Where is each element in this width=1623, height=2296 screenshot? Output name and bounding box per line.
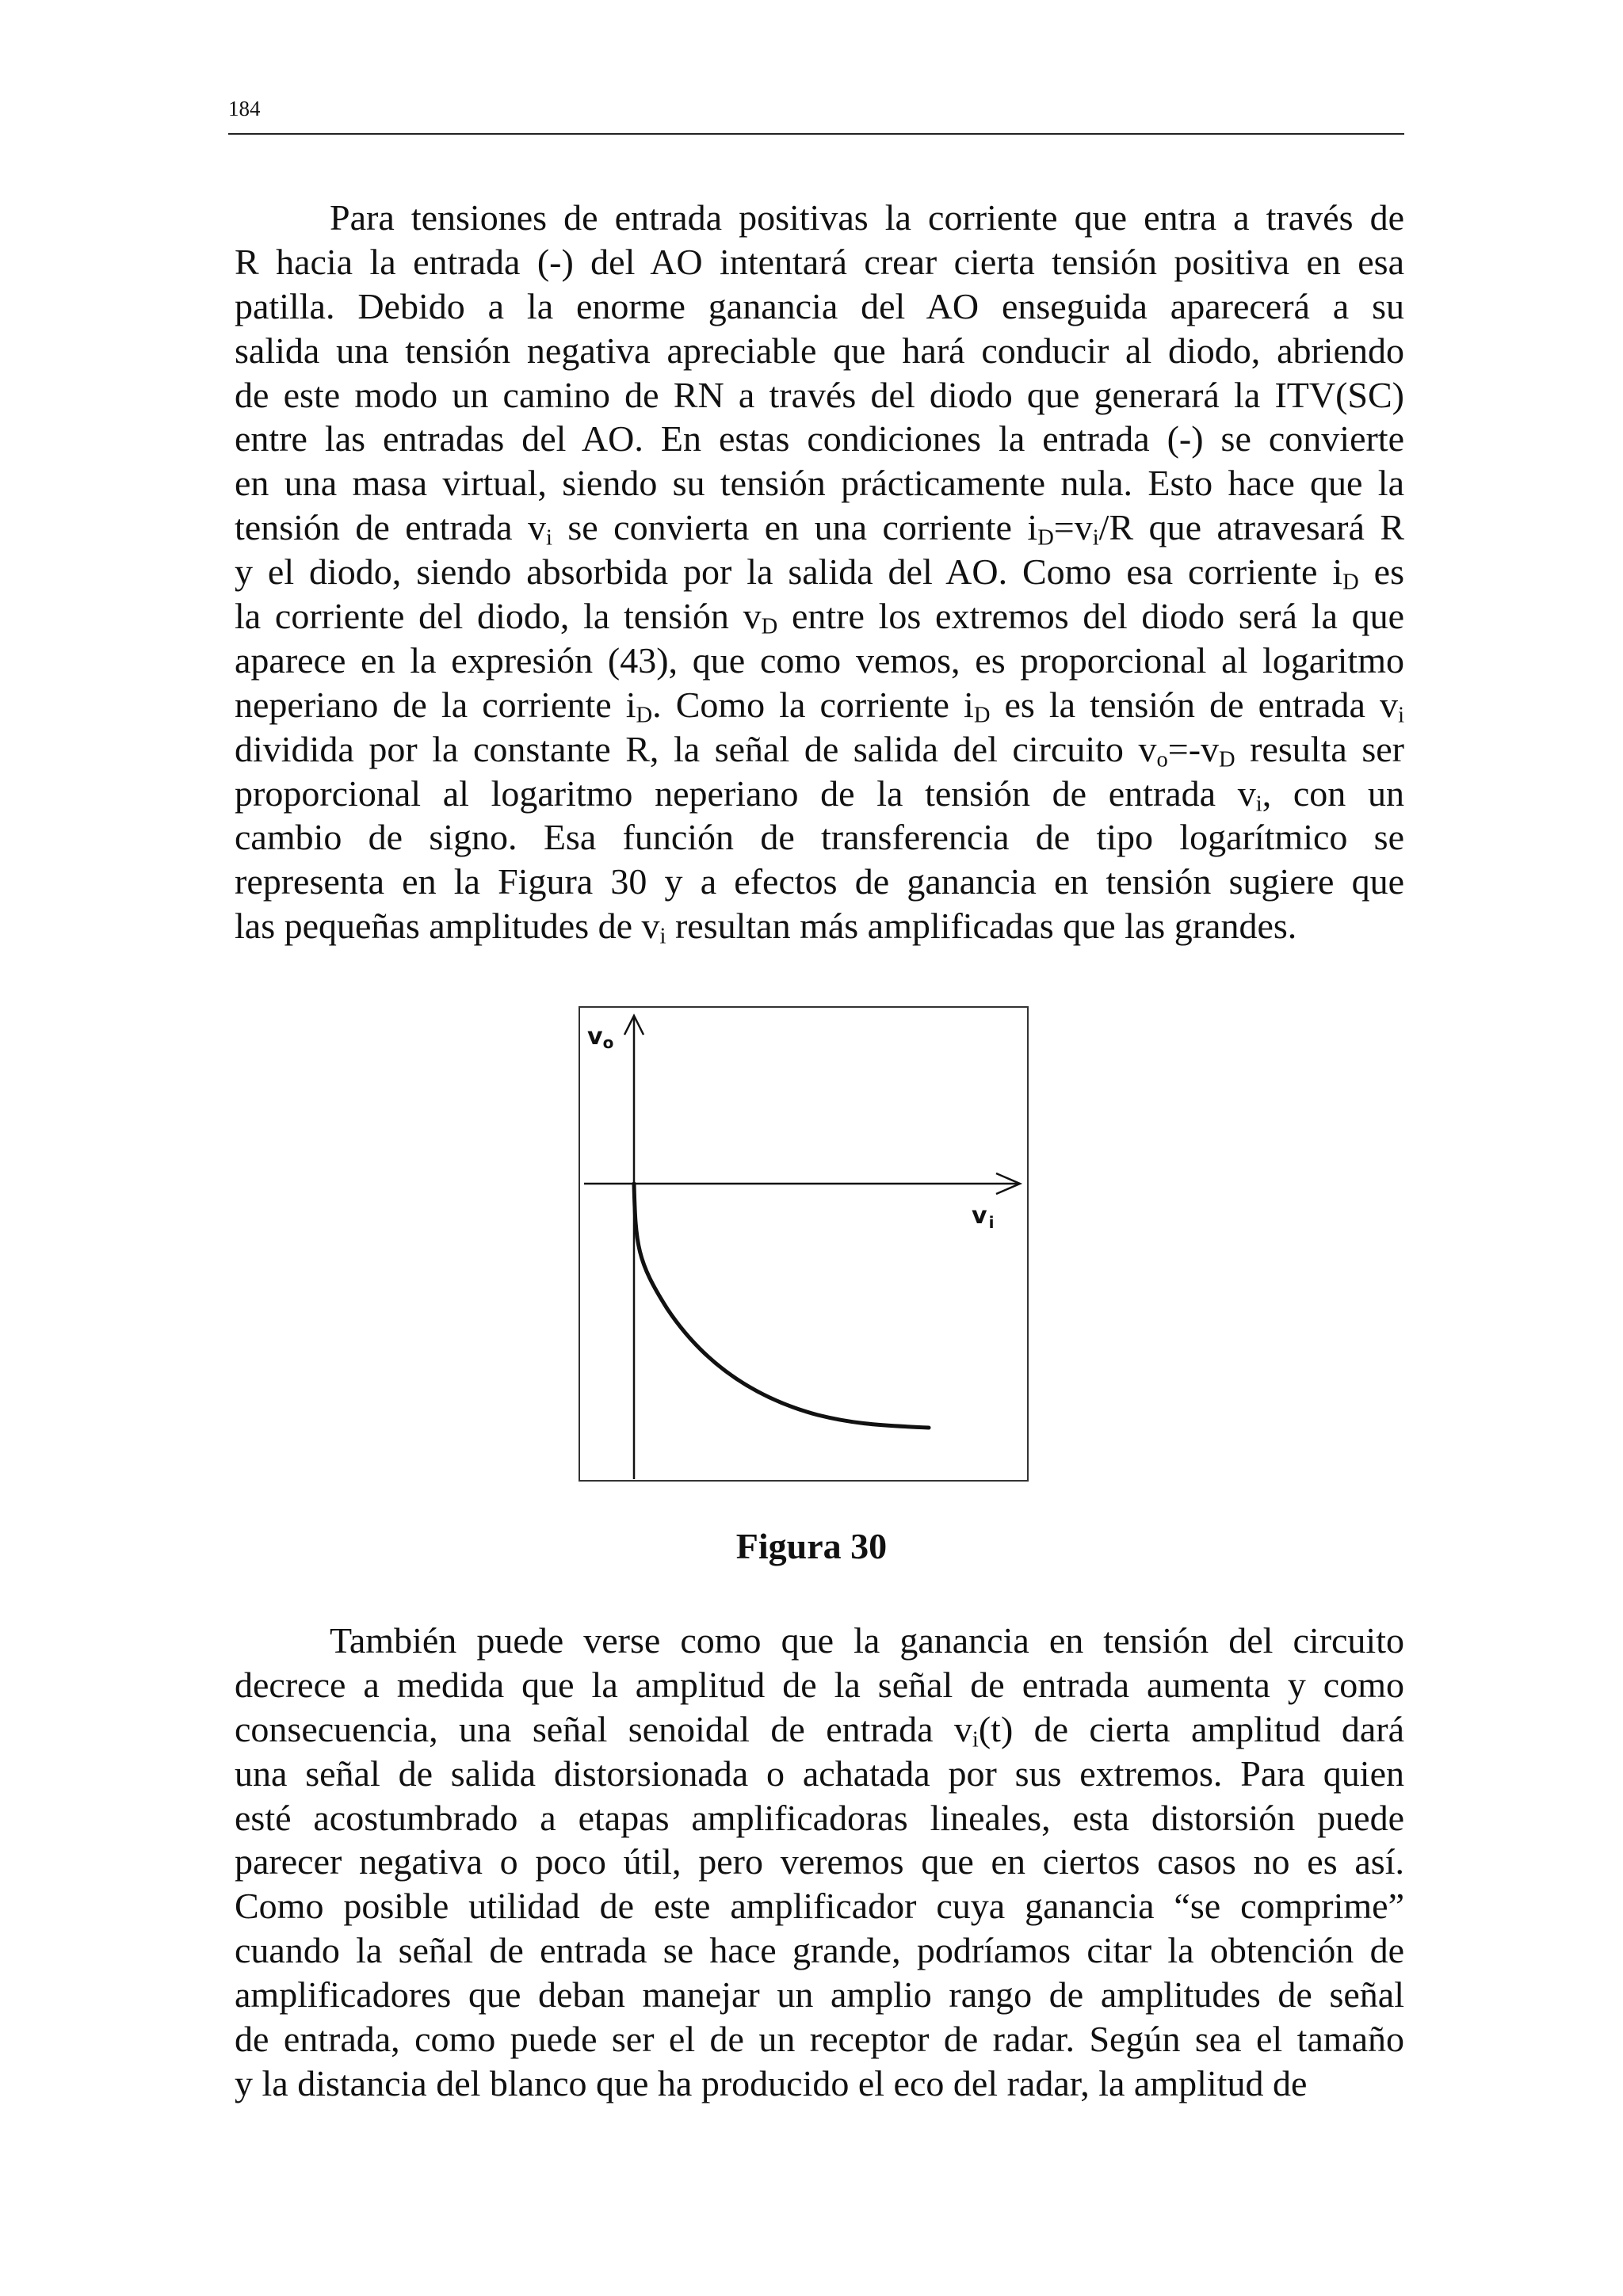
page-header [228,93,1404,135]
subscript: i [546,525,552,551]
subscript: D [636,703,653,728]
text-run: es la tensión de entrada v [990,684,1399,725]
text-run: es [1358,551,1405,593]
transfer-function-plot [580,1008,1030,1483]
figure-30-graph [579,1006,1029,1482]
figure-caption: Figura 30 [735,1526,888,1566]
subscript: o [1156,746,1168,772]
paragraph-2 [235,1619,1404,2106]
paragraph-1 [235,196,1404,948]
subscript: i [972,1727,979,1753]
text-line [235,505,1404,550]
text-run: resultan más amplificadas que las grandes. [666,906,1297,947]
subscript: i [1255,791,1262,816]
text-line: Para tensiones de entrada positivas la corriente que entra a través de [330,197,1404,238]
text-run: neperiano de la corriente i [235,684,636,725]
text-line: amplificadores que deban manejar un amplio rango de amplitudes de señal [235,1974,1404,2016]
text-run: y el diodo, siendo absorbida por la salida del AO. Como esa corriente i [235,551,1343,593]
subscript: i [659,924,666,949]
x-axis-label: v $_i$ [972,1202,995,1232]
text-line: de entrada, como puede ser el de un receptor de radar. Según sea el tamaño [235,2019,1404,2060]
subscript: i [1398,703,1404,728]
text-line: cuando la señal de entrada se hace grande, podríamos citar la obtención de [235,1930,1404,1971]
text-line: en una masa virtual, siendo su tensión prácticamente nula. Esto hace que la [235,463,1404,504]
text-line: parecer negativa o poco útil, pero veremos que en ciertos casos no es así. [235,1841,1404,1882]
text-line [235,683,1404,727]
text-run: la corriente del diodo, la tensión v [235,596,762,637]
text-line: patilla. Debido a la enorme ganancia del AO enseguida aparecerá a su [235,285,1404,326]
text-line: y la distancia del blanco que ha producido el eco del radar, la amplitud de [235,2062,1308,2103]
text-run: dividida por la constante R, la señal de salida del circuito v [235,728,1157,769]
page-number: 184 [228,97,261,120]
text-run: (t) de cierta amplitud dará [978,1708,1405,1749]
text-line: entre las entradas del AO. En estas condiciones la entrada (-) se convierte [235,418,1404,460]
text-line [235,772,1404,816]
text-line: salida una tensión negativa apreciable que hará conducir al diodo, abriendo [235,330,1404,371]
text-line [235,550,1404,594]
text-run: tensión de entrada v [235,507,547,548]
subscript: D [1219,746,1235,772]
subscript: D [761,614,778,639]
text-run: , con un [1262,772,1404,814]
text-line: R hacia la entrada (-) del AO intentará crear cierta tensión positiva en esa [235,241,1404,282]
text-run: se convierta en una corriente i [552,507,1038,548]
text-line [235,1707,1404,1752]
y-axis-label: vo [587,1023,614,1052]
text-line: decrece a medida que la amplitud de la señal de entrada aumenta y como [235,1664,1404,1705]
subscript: D [1037,525,1054,551]
text-run: =v [1053,507,1093,548]
subscript: D [1342,570,1359,595]
text-run: entre los extremos del diodo será la que [777,596,1405,637]
text-run: resulta ser [1235,728,1404,769]
text-line: También puede verse como que la ganancia en tensión del circuito [330,1620,1404,1661]
text-run: =-v [1167,728,1220,769]
text-run: consecuencia, una señal senoidal de entrada v [235,1708,972,1749]
text-line: cambio de signo. Esa función de transferencia de tipo logarítmico se [235,817,1404,858]
subscript: i [1092,525,1099,551]
logarithmic-curve [634,1184,929,1428]
subscript: D [973,703,991,728]
text-line: representa en la Figura 30 y a efectos de ganancia en tensión sugiere que [235,861,1404,902]
text-line: de este modo un camino de RN a través del diodo que generará la ITV(SC) [235,374,1404,415]
text-run: las pequeñas amplitudes de v [235,906,660,947]
text-line: una señal de salida distorsionada o achatada por sus extremos. Para quien [235,1753,1404,1794]
text-run: proporcional al logaritmo neperiano de la tensión de entrada v [235,772,1256,814]
text-line: aparece en la expresión (43), que como vemos, es proporcional al logaritmo [235,639,1404,681]
text-line: esté acostumbrado a etapas amplificadoras lineales, esta distorsión puede [235,1797,1404,1838]
text-line [235,904,1404,948]
text-line [235,727,1404,772]
text-line: Como posible utilidad de este amplificador cuya ganancia “se comprime” [235,1886,1404,1927]
text-line [235,594,1404,639]
text-run: /R que atravesará R [1098,507,1404,548]
text-run: . Como la corriente i [652,684,974,725]
